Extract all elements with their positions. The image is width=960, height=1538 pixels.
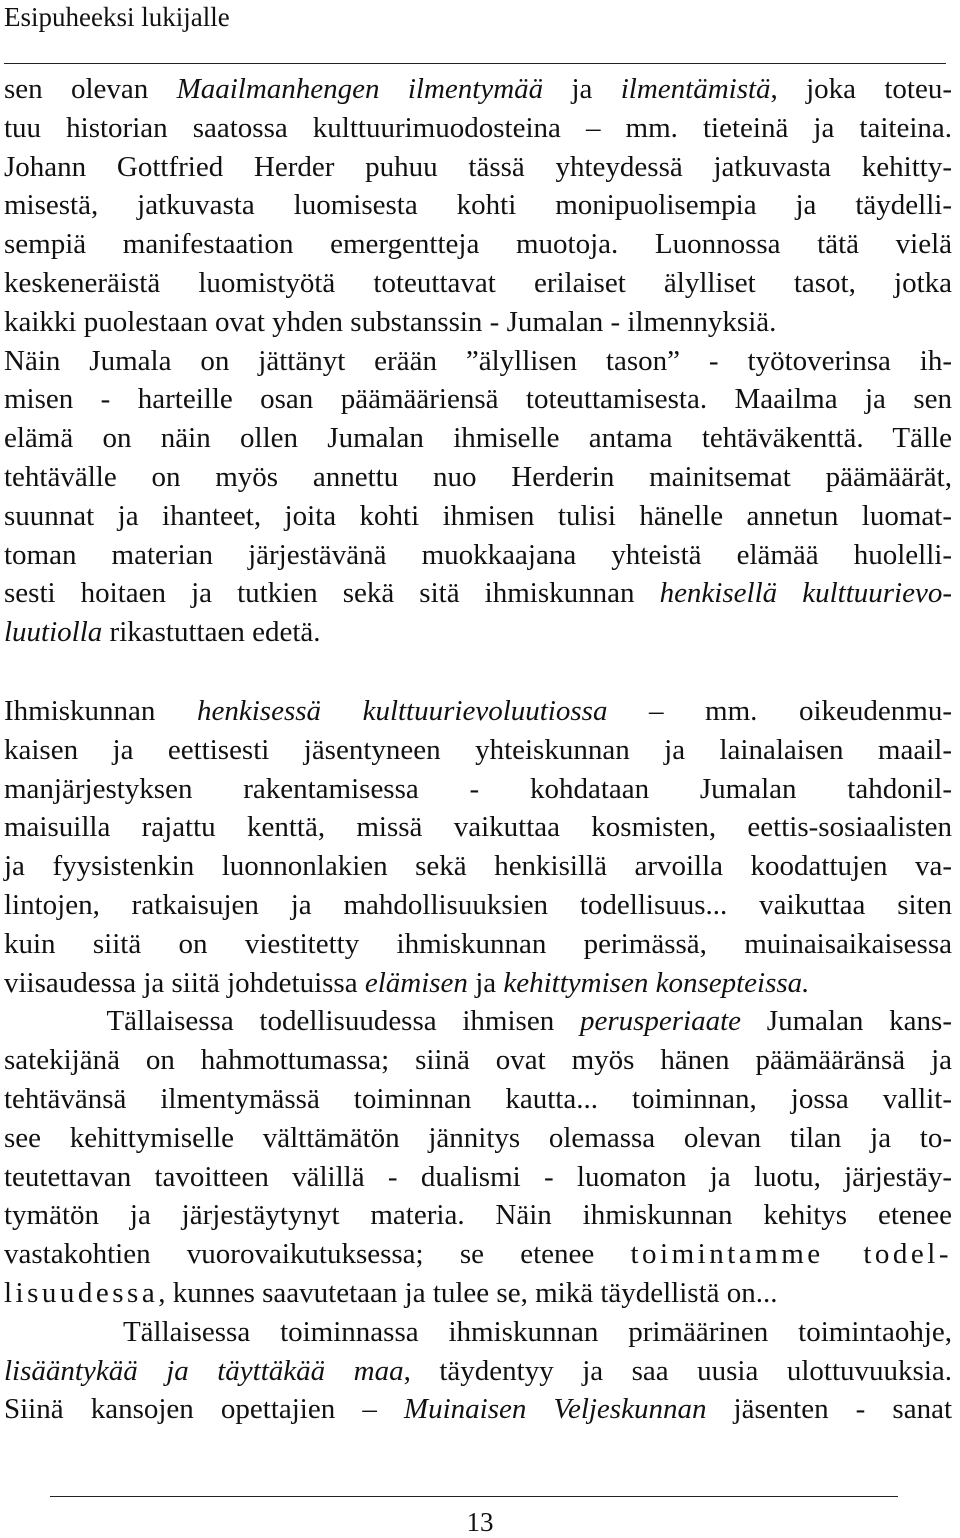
text-line: misestä, jatkuvasta luomisesta kohti monipuolisempia ja täydelli-: [4, 189, 952, 222]
text-line: elämä on näin ollen Jumalan ihmiselle antama tehtäväkenttä. Tälle: [4, 422, 952, 455]
paragraph-4: [4, 1002, 952, 1312]
text-line: tehtävälle on myös annettu nuo Herderin mainitsemat päämäärät,: [4, 460, 952, 493]
text-run: , joka toteu-: [770, 73, 952, 105]
text-line: [4, 70, 952, 109]
text-line: [4, 692, 952, 731]
page-body: [4, 70, 952, 1429]
text-line: [4, 1002, 952, 1041]
text-line: tymätön ja järjestäytynyt materia. Näin ihmiskunnan kehitys etenee: [4, 1199, 952, 1232]
text-run: sesti hoitaen ja tutkien sekä sitä ihmiskunnan: [4, 577, 660, 610]
text-run: , kunnes saavutetaan ja tulee se, mikä täydellistä on...: [158, 1276, 778, 1309]
text-run: ja: [543, 73, 621, 105]
paragraph-3: [4, 692, 952, 1002]
paragraph-5: [4, 1313, 952, 1429]
footer-rule: [50, 1496, 898, 1497]
text-run: Jumalan kans-: [741, 1005, 952, 1038]
paragraph-gap: [4, 652, 952, 692]
text-line: manjärjestyksen rakentamisessa - kohdataan Jumalan tahdonil-: [4, 772, 952, 805]
text-run: rikastuttaen edetä.: [102, 616, 321, 649]
text-line: kaikki puolestaan ovat yhden substanssin - Jumalan - ilmennyksiä.: [4, 305, 777, 338]
italic-run: Maailmanhengen ilmentymää: [176, 73, 544, 105]
italic-run: Muinaisen Veljeskunnan: [403, 1393, 707, 1426]
text-run: Tällaisessa todellisuudessa ihmisen: [4, 1005, 580, 1038]
text-line: tehtävänsä ilmentymässä toiminnan kautta... toiminnan, jossa vallit-: [4, 1082, 952, 1115]
text-line: sempiä manifestaation emergentteja muotoja. Luonnossa tätä vielä: [4, 228, 952, 261]
text-line: maisuilla rajattu kenttä, missä vaikuttaa kosmisten, eettis-sosiaalisten: [4, 811, 952, 844]
text-line: kuin siitä on viestitetty ihmiskunnan perimässä, muinaisaikaisessa: [4, 927, 952, 960]
text-run: vastakohtien vuorovaikutuksessa; se etenee: [4, 1238, 631, 1271]
text-line: [4, 1390, 952, 1429]
text-run: – mm. oikeudenmu-: [607, 694, 952, 727]
text-run: , täydentyy ja saa uusia ulottuvuuksia.: [403, 1354, 952, 1387]
text-line: [4, 1274, 952, 1313]
header-rule: [4, 63, 946, 64]
text-line: ja fyysistenkin luonnonlakien sekä henkisillä arvoilla koodattujen va-: [4, 850, 952, 883]
italic-run: henkisellä kulttuurievo-: [659, 577, 952, 610]
italic-run: luutiolla: [4, 616, 103, 649]
spaced-run: lisuudessa: [4, 1276, 159, 1309]
text-line: tuu historian saatossa kulttuurimuodosteina – mm. tieteinä ja taiteina.: [4, 111, 952, 144]
text-line: keskeneräistä luomistyötä toteuttavat erilaiset älylliset tasot, jotka: [4, 266, 952, 299]
text-line: misen - harteille osan päämääriensä toteuttamisesta. Maailma ja sen: [4, 383, 952, 416]
text-line: Johann Gottfried Herder puhuu tässä yhteydessä jatkuvasta kehitty-: [4, 150, 952, 183]
text-run: Siinä kansojen opettajien –: [4, 1393, 404, 1426]
italic-run: henkisessä kulttuurievoluutiossa: [196, 694, 608, 727]
text-line: Tällaisessa toiminnassa ihmiskunnan primäärinen toimintaohje,: [4, 1315, 952, 1348]
text-line: [4, 1235, 952, 1274]
italic-run: lisääntykää ja täyttäkää maa: [4, 1354, 404, 1387]
text-run: Ihmiskunnan: [4, 694, 197, 727]
text-line: suunnat ja ihanteet, joita kohti ihmisen tulisi hänelle annetun luomat-: [4, 499, 952, 532]
text-line: toman materian järjestävänä muokkaajana yhteistä elämää huolelli-: [4, 538, 952, 571]
text-line: see kehittymiselle välttämätön jännitys olemassa olevan tilan ja to-: [4, 1121, 952, 1154]
paragraph-1: [4, 70, 952, 342]
text-run: sen olevan: [4, 73, 177, 105]
text-line: [4, 964, 952, 1003]
text-line: Näin Jumala on jättänyt erään ”älyllisen tason” - työtoverinsa ih-: [4, 344, 952, 377]
italic-run: perusperiaate: [579, 1005, 742, 1038]
italic-run: elämisen: [364, 966, 468, 999]
text-run: ja: [467, 966, 504, 999]
paragraph-2: [4, 342, 952, 652]
page-number: 13: [466, 1507, 494, 1537]
italic-run: ilmentämistä: [620, 73, 771, 105]
text-line: [4, 613, 952, 652]
text-line: satekijänä on hahmottumassa; siinä ovat myös hänen päämääränsä ja: [4, 1044, 952, 1077]
text-run: jäsenten - sanat: [706, 1393, 953, 1426]
text-line: [4, 1352, 952, 1391]
italic-run: kehittymisen konsepteissa.: [503, 966, 810, 999]
text-line: [4, 574, 952, 613]
text-line: lintojen, ratkaisujen ja mahdollisuuksien todellisuus... vaikuttaa siten: [4, 888, 952, 921]
text-line: teutettavan tavoitteen välillä - dualismi - luomaton ja luotu, järjestäy-: [4, 1160, 952, 1193]
running-header: Esipuheeksi lukijalle: [4, 2, 230, 32]
text-line: kaisen ja eettisesti jäsentyneen yhteiskunnan ja lainalaisen maail-: [4, 733, 952, 766]
text-run: viisaudessa ja siitä johdetuissa: [4, 966, 365, 999]
spaced-run: toimintamme todel-: [630, 1238, 952, 1271]
